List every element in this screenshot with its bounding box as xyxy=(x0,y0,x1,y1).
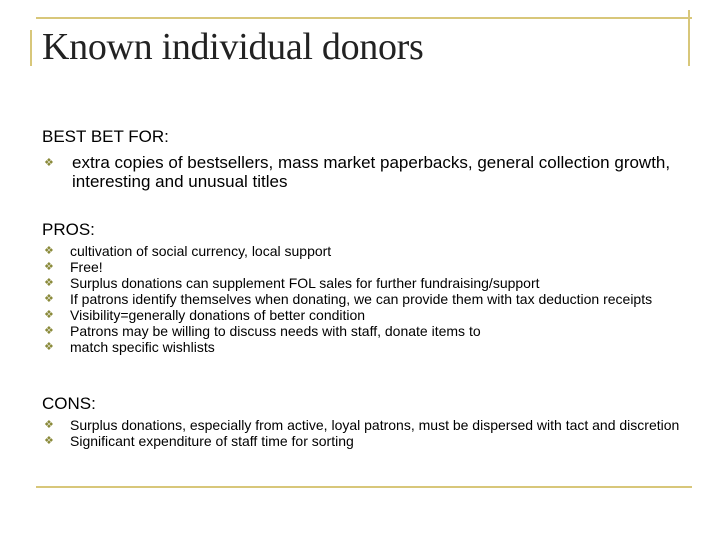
cons-list xyxy=(0,417,720,449)
list-item xyxy=(0,307,720,323)
best-bet-heading: BEST BET FOR: xyxy=(42,127,169,146)
diamond-bullet-icon: ❖ xyxy=(44,325,54,337)
list-item-text: Visibility=generally donations of better condition xyxy=(70,307,366,323)
list-item xyxy=(0,259,720,275)
pros-heading: PROS: xyxy=(42,220,95,239)
list-item xyxy=(0,433,720,449)
diamond-bullet-icon: ❖ xyxy=(44,341,54,353)
frame-right-line xyxy=(688,10,690,66)
list-item-text: Surplus donations, especially from active, loyal patrons, must be dispersed with tact and discretion xyxy=(70,417,680,433)
diamond-bullet-icon: ❖ xyxy=(44,435,54,447)
list-item xyxy=(0,291,720,307)
diamond-bullet-icon: ❖ xyxy=(44,309,54,321)
list-item-text: Significant expenditure of staff time for sorting xyxy=(70,433,354,449)
list-item-text: match specific wishlists xyxy=(70,339,215,355)
diamond-bullet-icon: ❖ xyxy=(44,277,54,289)
list-item-text: If patrons identify themselves when donating, we can provide them with tax deduction receipts xyxy=(70,291,653,307)
list-item xyxy=(0,153,720,191)
frame-top-line xyxy=(36,17,692,19)
diamond-bullet-icon: ❖ xyxy=(44,245,54,257)
list-item xyxy=(0,243,720,259)
list-item xyxy=(0,323,720,339)
cons-heading: CONS: xyxy=(42,394,96,413)
diamond-bullet-icon: ❖ xyxy=(44,419,54,431)
diamond-bullet-icon: ❖ xyxy=(44,157,54,169)
pros-list xyxy=(0,243,720,355)
best-bet-list xyxy=(0,153,720,191)
list-item-text: extra copies of bestsellers, mass market paperbacks, general collection growth, interesting and unusual titles xyxy=(72,153,671,191)
frame-bottom-line xyxy=(36,486,692,488)
list-item xyxy=(0,339,720,355)
list-item-text: cultivation of social currency, local support xyxy=(70,243,332,259)
frame-left-line xyxy=(30,30,32,66)
list-item-text: Free! xyxy=(70,259,103,275)
slide-title: Known individual donors xyxy=(42,26,424,68)
list-item-text: Patrons may be willing to discuss needs with staff, donate items to xyxy=(70,323,481,339)
diamond-bullet-icon: ❖ xyxy=(44,293,54,305)
list-item xyxy=(0,417,720,433)
list-item xyxy=(0,275,720,291)
diamond-bullet-icon: ❖ xyxy=(44,261,54,273)
list-item-text: Surplus donations can supplement FOL sales for further fundraising/support xyxy=(70,275,540,291)
